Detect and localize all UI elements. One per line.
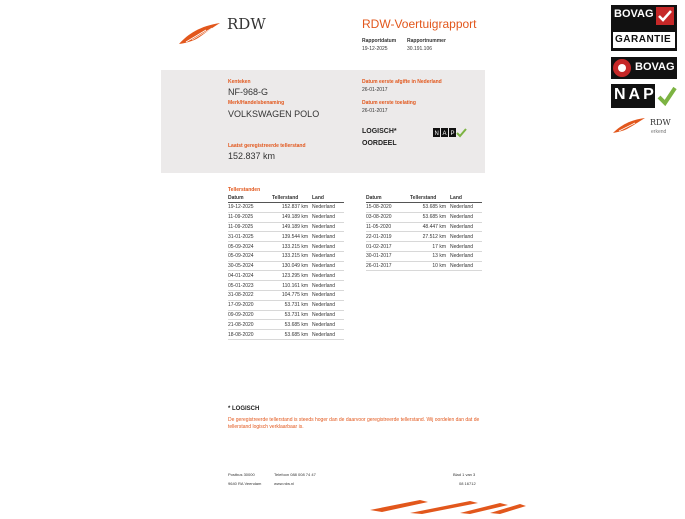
col-date: Datum bbox=[228, 195, 272, 203]
svg-text:A: A bbox=[442, 131, 447, 137]
row-reading: 53.685 km bbox=[410, 212, 450, 222]
table-row bbox=[228, 203, 344, 213]
report-title: RDW-Voertuigrapport bbox=[362, 17, 477, 31]
bovag-circle-icon bbox=[613, 59, 631, 77]
row-date: 05-01-2023 bbox=[228, 281, 272, 291]
col-reading: Tellerstand bbox=[410, 195, 450, 203]
history-table-left bbox=[228, 195, 344, 340]
checkmark-icon bbox=[656, 7, 674, 25]
history-title: Tellerstanden bbox=[228, 187, 261, 193]
row-date: 30-05-2024 bbox=[228, 261, 272, 271]
row-date: 05-09-2024 bbox=[228, 242, 272, 252]
row-country: Nederland bbox=[450, 203, 482, 213]
table-row bbox=[228, 291, 344, 301]
col-country: Land bbox=[450, 195, 482, 203]
row-reading: 53.685 km bbox=[410, 203, 450, 213]
table-row bbox=[228, 222, 344, 232]
row-country: Nederland bbox=[312, 222, 344, 232]
row-date: 11-05-2020 bbox=[366, 222, 410, 232]
first-admission-label: Datum eerste afgifte in Nederland bbox=[362, 79, 442, 85]
row-country: Nederland bbox=[312, 251, 344, 261]
row-date: 21-08-2020 bbox=[228, 320, 272, 330]
row-date: 31-01-2025 bbox=[228, 232, 272, 242]
last-reading-value: 152.837 km bbox=[228, 151, 276, 161]
row-country: Nederland bbox=[312, 242, 344, 252]
row-reading: 130.049 km bbox=[272, 261, 312, 271]
table-row bbox=[228, 212, 344, 222]
rdw-erkend-label: RDW bbox=[650, 118, 671, 127]
row-country: Nederland bbox=[312, 232, 344, 242]
row-reading: 10 km bbox=[410, 261, 450, 271]
table-row bbox=[228, 271, 344, 281]
bovag2-label: BOVAG bbox=[635, 61, 675, 73]
table-row bbox=[228, 251, 344, 261]
row-country: Nederland bbox=[450, 222, 482, 232]
table-row bbox=[228, 281, 344, 291]
col-country: Land bbox=[312, 195, 344, 203]
report-date-label: Rapportdatum bbox=[362, 38, 397, 44]
row-date: 01-02-2017 bbox=[366, 242, 410, 252]
table-row bbox=[228, 320, 344, 330]
table-row bbox=[366, 203, 482, 213]
last-reading-label: Laatst geregistreerde tellerstand bbox=[228, 143, 306, 149]
row-reading: 152.837 km bbox=[272, 203, 312, 213]
plate-label: Kenteken bbox=[228, 79, 251, 85]
row-reading: 53.685 km bbox=[272, 320, 312, 330]
row-date: 15-08-2020 bbox=[366, 203, 410, 213]
row-reading: 53.685 km bbox=[272, 330, 312, 340]
row-country: Nederland bbox=[450, 242, 482, 252]
footer-web: www.rdw.nl bbox=[274, 481, 295, 486]
rdw-erkend-feather-icon bbox=[611, 116, 647, 136]
report-number: 30.191.106 bbox=[407, 46, 433, 52]
verdict-label: OORDEEL bbox=[362, 140, 397, 147]
row-date: 03-08-2020 bbox=[366, 212, 410, 222]
row-date: 19-12-2025 bbox=[228, 203, 272, 213]
row-reading: 48.447 km bbox=[410, 222, 450, 232]
rdw-logo bbox=[176, 20, 224, 48]
footnote-title: * LOGISCH bbox=[228, 406, 260, 412]
table-row bbox=[366, 242, 482, 252]
row-date: 04-01-2024 bbox=[228, 271, 272, 281]
report-number-label: Rapportnummer bbox=[407, 38, 446, 44]
row-date: 31-08-2022 bbox=[228, 291, 272, 301]
row-country: Nederland bbox=[312, 203, 344, 213]
row-date: 09-09-2020 bbox=[228, 310, 272, 320]
model-value: VOLKSWAGEN POLO bbox=[228, 109, 320, 119]
table-row bbox=[228, 232, 344, 242]
nap-check-icon bbox=[657, 85, 677, 112]
nap-label: NAP bbox=[614, 86, 657, 103]
row-reading: 53.731 km bbox=[272, 310, 312, 320]
table-row bbox=[228, 330, 344, 340]
first-admission-value: 26-01-2017 bbox=[362, 87, 388, 93]
first-registration-value: 26-01-2017 bbox=[362, 108, 388, 114]
garantie-label: GARANTIE bbox=[615, 34, 672, 45]
row-date: 26-01-2017 bbox=[366, 261, 410, 271]
row-country: Nederland bbox=[312, 281, 344, 291]
row-reading: 149.189 km bbox=[272, 222, 312, 232]
table-row bbox=[228, 261, 344, 271]
row-reading: 104.775 km bbox=[272, 291, 312, 301]
row-date: 22-01-2019 bbox=[366, 232, 410, 242]
table-row bbox=[366, 232, 482, 242]
svg-text:P: P bbox=[450, 131, 455, 137]
row-country: Nederland bbox=[450, 212, 482, 222]
row-reading: 13 km bbox=[410, 251, 450, 261]
row-reading: 139.544 km bbox=[272, 232, 312, 242]
vehicle-panel bbox=[161, 70, 485, 173]
row-country: Nederland bbox=[450, 232, 482, 242]
bovag-badge bbox=[611, 57, 677, 79]
col-date: Datum bbox=[366, 195, 410, 203]
table-row bbox=[366, 212, 482, 222]
row-reading: 110.161 km bbox=[272, 281, 312, 291]
bottom-stripes-graphic bbox=[370, 498, 530, 514]
erkend-label: erkend bbox=[651, 129, 667, 135]
row-country: Nederland bbox=[450, 261, 482, 271]
row-country: Nederland bbox=[312, 310, 344, 320]
rdw-feather-icon bbox=[176, 20, 224, 48]
footer-phone: Telefoon 088 008 74 47 bbox=[274, 472, 316, 477]
row-country: Nederland bbox=[312, 300, 344, 310]
row-reading: 149.189 km bbox=[272, 212, 312, 222]
row-country: Nederland bbox=[312, 261, 344, 271]
plate-value: NF-968-G bbox=[228, 87, 269, 97]
row-reading: 53.731 km bbox=[272, 300, 312, 310]
row-date: 30-01-2017 bbox=[366, 251, 410, 261]
rdw-erkend-badge bbox=[611, 116, 681, 140]
footer-address1: Postbus 30000 bbox=[228, 472, 255, 477]
bovag-label: BOVAG bbox=[614, 8, 654, 20]
table-row bbox=[366, 261, 482, 271]
table-row bbox=[228, 242, 344, 252]
row-reading: 123.295 km bbox=[272, 271, 312, 281]
first-registration-label: Datum eerste toelating bbox=[362, 100, 416, 106]
row-country: Nederland bbox=[312, 271, 344, 281]
nap-badge bbox=[611, 84, 677, 108]
row-date: 17-09-2020 bbox=[228, 300, 272, 310]
col-reading: Tellerstand bbox=[272, 195, 312, 203]
row-reading: 27.512 km bbox=[410, 232, 450, 242]
row-country: Nederland bbox=[312, 291, 344, 301]
footer-code: 08 16712 bbox=[459, 481, 476, 486]
table-row bbox=[366, 222, 482, 232]
table-row bbox=[228, 300, 344, 310]
footnote-text: De geregistreerde tellerstand is steeds hoger dan de daarvoor geregistreerde tellerstand. Wij oordelen dan dat de tellerstand logisch verklaarbaar is. bbox=[228, 417, 480, 430]
row-country: Nederland bbox=[312, 320, 344, 330]
svg-text:N: N bbox=[434, 131, 439, 137]
history-table-right bbox=[366, 195, 482, 271]
row-country: Nederland bbox=[312, 212, 344, 222]
report-date: 19-12-2025 bbox=[362, 46, 388, 52]
row-reading: 17 km bbox=[410, 242, 450, 252]
row-date: 11-09-2025 bbox=[228, 222, 272, 232]
row-date: 11-09-2025 bbox=[228, 212, 272, 222]
brand-name: RDW bbox=[227, 15, 266, 33]
model-label: Merk/Handelsbenaming bbox=[228, 100, 285, 106]
verdict-value: LOGISCH* bbox=[362, 128, 397, 135]
row-country: Nederland bbox=[312, 330, 344, 340]
footer-address2: 9640 RA Veendam bbox=[228, 481, 262, 486]
bovag-garantie-badge bbox=[611, 5, 677, 51]
row-country: Nederland bbox=[450, 251, 482, 261]
footer-page: Blad 1 van 3 bbox=[453, 472, 476, 477]
row-date: 18-08-2020 bbox=[228, 330, 272, 340]
table-row bbox=[366, 251, 482, 261]
nap-small-icon bbox=[433, 126, 467, 144]
row-date: 05-09-2024 bbox=[228, 251, 272, 261]
table-row bbox=[228, 310, 344, 320]
row-reading: 133.215 km bbox=[272, 242, 312, 252]
row-reading: 133.215 km bbox=[272, 251, 312, 261]
